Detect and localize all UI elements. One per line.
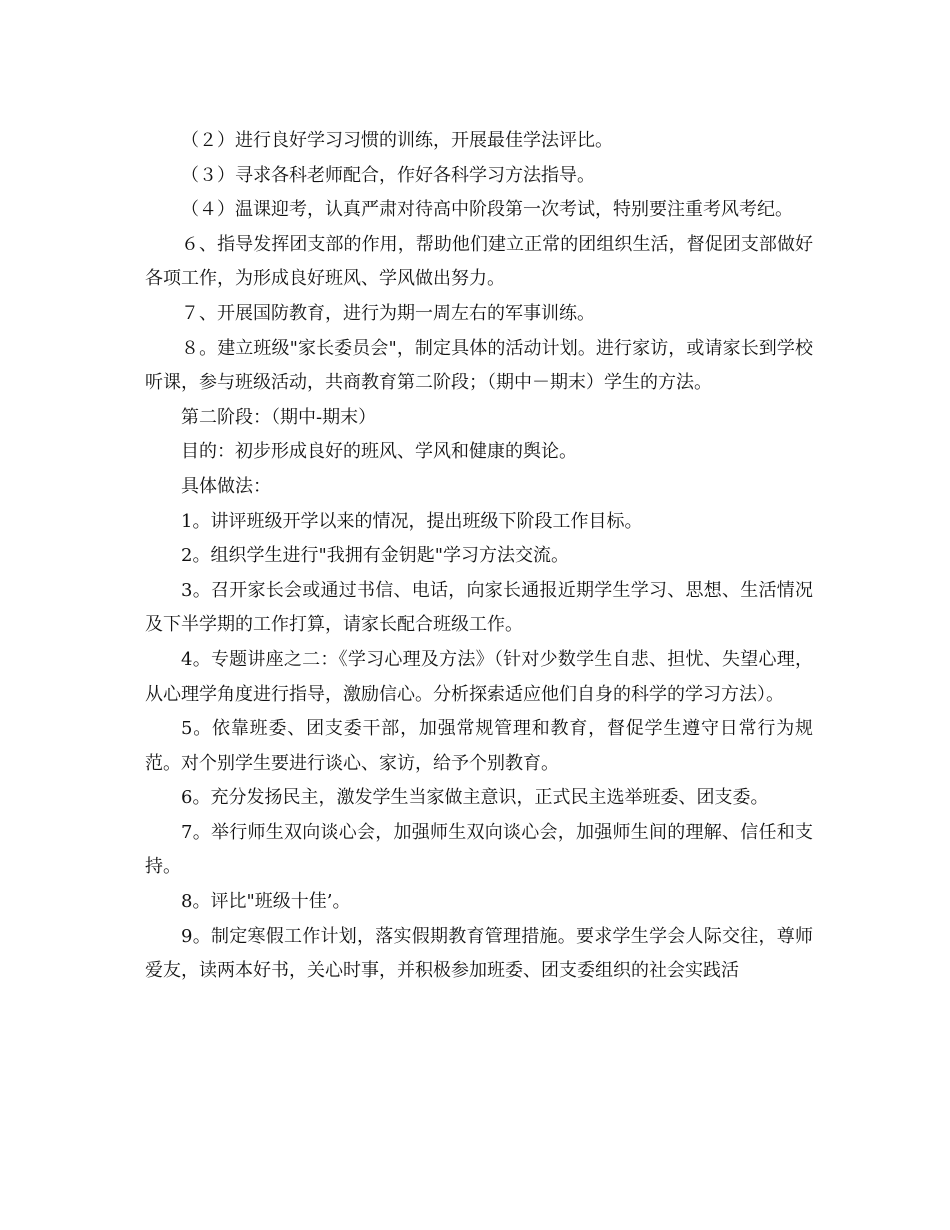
paragraph-exam-review: （４）温课迎考，认真严肃对待高中阶段第一次考试，特别要注重考风考纪。 [181, 199, 793, 221]
paragraph-goal: 目的：初步形成良好的班风、学风和健康的舆论。 [181, 441, 577, 463]
list-item-9: 9。制定寒假工作计划，落实假期教育管理措施。要求学生学会人际交往，尊师爱友，读两本好书，关心时事，并积极参加班委、团支委组织的社会实践活 [145, 925, 813, 982]
list-item-6: 6。充分发扬民主，激发学生当家做主意识，正式民主选举班委、团支委。 [181, 787, 769, 809]
section-heading-stage-two: 第二阶段：（期中-期末） [181, 406, 377, 428]
paragraph-teacher-cooperation: （３）寻求各科老师配合，作好各科学习方法指导。 [181, 164, 595, 186]
list-item-1: 1。讲评班级开学以来的情况，提出班级下阶段工作目标。 [181, 510, 643, 532]
list-item-2: 2。组织学生进行"我拥有金钥匙"学习方法交流。 [181, 545, 570, 567]
paragraph-parent-committee: ８。建立班级"家长委员会"，制定具体的活动计划。进行家访，或请家长到学校听课，参与班级活动，共商教育第二阶段；（期中－期末）学生的方法。 [145, 337, 813, 394]
paragraph-methods-heading: 具体做法： [181, 475, 271, 497]
paragraph-study-habits: （２）进行良好学习习惯的训练，开展最佳学法评比。 [181, 130, 613, 151]
paragraph-defense-education: ７、开展国防教育，进行为期一周左右的军事训练。 [181, 302, 595, 324]
document-body [145, 124, 813, 989]
paragraph-league-branch: ６、指导发挥团支部的作用，帮助他们建立正常的团组织生活，督促团支部做好各项工作，为形成良好班风、学风做出努力。 [145, 233, 813, 290]
list-item-7: 7。举行师生双向谈心会，加强师生双向谈心会，加强师生间的理解、信任和支持。 [145, 821, 813, 878]
list-item-5: 5。依靠班委、团支委干部，加强常规管理和教育，督促学生遵守日常行为规范。对个别学生要进行谈心、家访，给予个别教育。 [145, 718, 813, 774]
list-item-4: 4。专题讲座之二：《学习心理及方法》（针对少数学生自悲、担忧、失望心理，从心理学角度进行指导，激励信心。分析探索适应他们自身的科学的学习方法）。 [145, 648, 813, 705]
list-item-8: 8。评比"班级十佳’。 [181, 891, 351, 913]
list-item-3: 3。召开家长会或通过书信、电话，向家长通报近期学生学习、思想、生活情况及下半学期的工作打算，请家长配合班级工作。 [145, 579, 813, 636]
